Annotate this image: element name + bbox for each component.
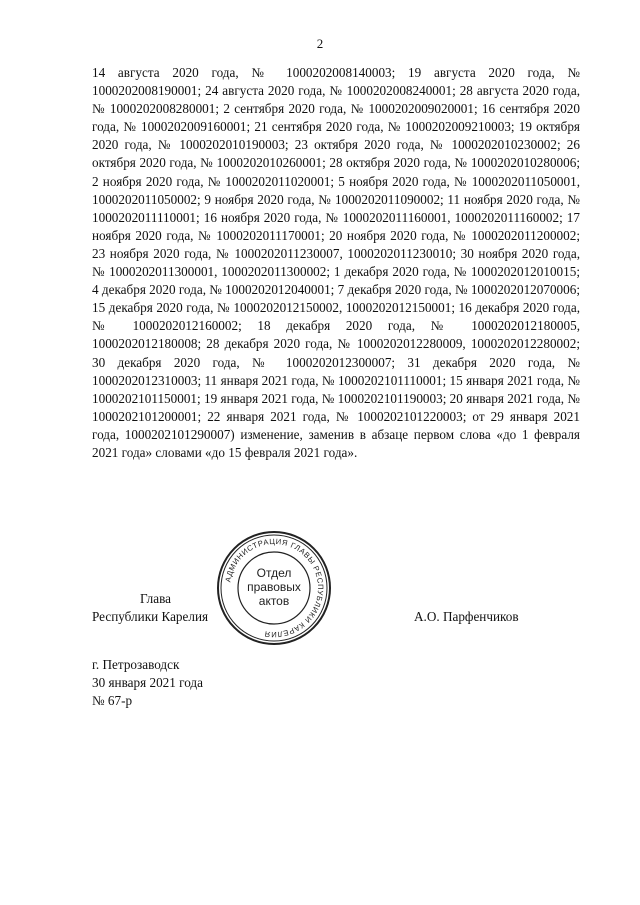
issue-date: 30 января 2021 года [92,675,203,691]
svg-text:Отдел: Отдел [256,566,292,580]
signature-block [92,591,580,631]
signatory-title-line2: Республики Карелия [92,609,209,624]
issue-city: г. Петрозаводск [92,657,180,672]
svg-text:правовых: правовых [247,580,301,594]
body-paragraph: 14 августа 2020 года, № 1000202008140003; 19 августа 2020 года, № 1000202008190001; 24 августа 2020 года, № 1000202008240001; 28 августа 2020 года, № 1000202008280001; 2 сентября 2020 года, № 1000202009020001; 16 сентября 2020 года, № 1000202009160001; 21 сентября 2020 года, № 1000202009210003; 19 октября 2020 года, № 1000202010190003; 23 октября 2020 года, № 1000202010230002; 26 октября 2020 года, № 1000202010260001; 28 октября 2020 года, № 1000202010280006; 2 ноября 2020 года, № 1000202011020001; 5 ноября 2020 года, № 1000202011050001, 1000202011050002; 9 ноября 2020 года, № 1000202011090002; 11 ноября 2020 года, № 1000202011110001; 16 ноября 2020 года, № 1000202011160001, 1000202011160002; 17 ноября 2020 года, № 1000202011170001; 20 ноября 2020 года, № 1000202011200002; 23 ноября 2020 года, № 1000202011230007, 1000202011230010; 30 ноября 2020 года, № 1000202011300001, 1000202011300002; 1 декабря 2020 года, № 1000202012010015; 4 декабря 2020 года, № 1000202012040001; 7 декабря 2020 года, № 1000202012070006; 15 декабря 2020 года, № 1000202012150002, 1000202012150001; 16 декабря 2020 года, № 1000202012160002; 18 декабря 2020 года, № 1000202012180005, 1000202012180008; 28 декабря 2020 года, № 1000202012280009, 1000202012280002; 30 декабря 2020 года, № 1000202012300007; 31 декабря 2020 года, № 1000202012310003; 11 января 2021 года, № 1000202101110001; 15 января 2021 года, № 1000202101150001; 19 января 2021 года, № 1000202101190003; 20 января 2021 года, № 1000202101200001; 22 января 2021 года, № 1000202101220003; от 29 января 2021 года, 1000202101290007) изменение, заменив в абзаце первом слова «до 1 февраля 2021 года» словами «до 15 февраля 2021 года». [92,65,580,460]
signatory-name: А.О. Парфенчиков [414,609,519,624]
page-number: 2 [316,36,324,51]
official-stamp-seal [214,528,334,648]
svg-text:актов: актов [258,594,290,608]
signatory-title-line1: Глава [140,591,171,606]
document-footer [92,656,203,710]
document-number: № 67-р [92,693,133,709]
svg-text:АДМИНИСТРАЦИЯ ГЛАВЫ РЕСПУБЛИКИ: АДМИНИСТРАЦИЯ ГЛАВЫ РЕСПУБЛИКИ КАРЕЛИЯ [223,536,326,640]
